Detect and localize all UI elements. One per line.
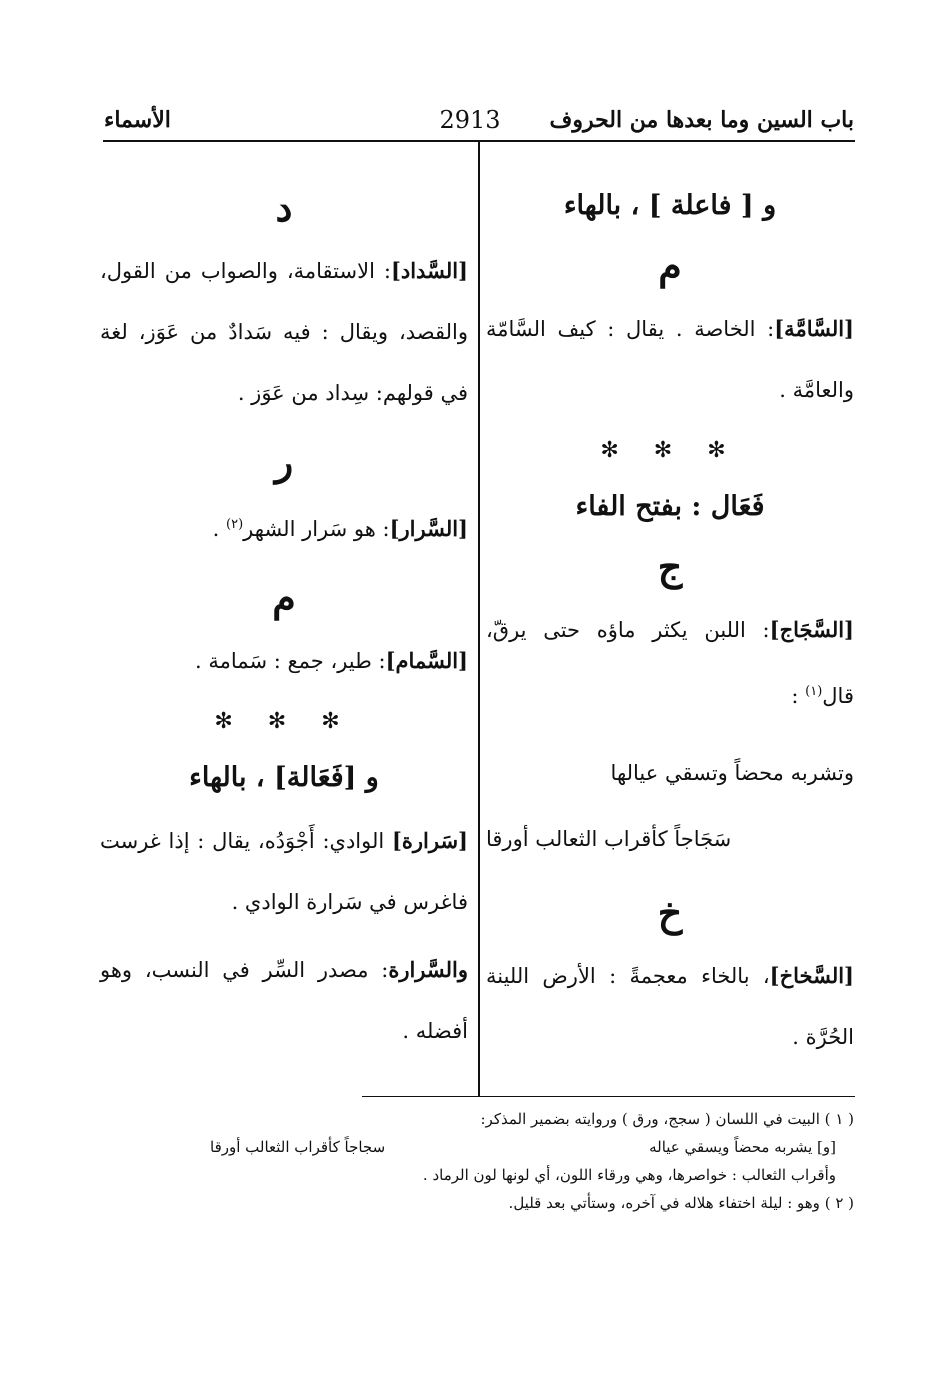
section-separator-stars: ✻ ✻ ✻ (600, 438, 740, 463)
definition: : هو سَرار الشهر (243, 517, 390, 541)
definition: : الاستقامة، والصواب من القول، والقصد، ويقال : فيه سَدادٌ من عَوَز، لغة في قولهم: سِداد من عَوَز . (100, 259, 468, 405)
footnote-2: ( ٢ ) وهو : ليلة اختفاء هلاله في آخره، وستأتي بعد قليل. (508, 1194, 854, 1212)
definition: : اللبن يكثر ماؤه حتى يرقّ، قال (486, 618, 854, 708)
headword: [السَّرار] (389, 516, 468, 541)
footnote-rule (362, 1096, 855, 1097)
definition: الوادي: أَجْوَدُه، يقال : إذا غرست فاغرس في سَرارة الوادي . (100, 829, 468, 914)
entry-sadad (100, 240, 468, 424)
section-heading-faal: فَعَال : بفتح الفاء (575, 491, 765, 522)
footnote-1-gloss: وأقراب الثعالب : خواصرها، وهي ورقاء اللون، أي لونها لون الرماد . (422, 1166, 836, 1184)
footnotes (100, 1104, 854, 1218)
entry-samam (100, 630, 468, 692)
entry-sarara (100, 810, 468, 933)
footnote-1-verse-second: سجاجاً كأقراب الثعالب أورقا (210, 1138, 386, 1156)
headword: [سَرارة] (391, 828, 468, 853)
letter-heading-mim: م (658, 243, 682, 288)
letter-heading-ra: ر (274, 439, 294, 484)
footnote-1-verse-first: [و] يشربه محضاً ويسقي عياله (649, 1138, 836, 1156)
running-head-chapter: باب السين وما بعدها من الحروف (549, 107, 854, 133)
footnote-ref-2: (٢) (226, 517, 244, 532)
headword: [السَّمام] (385, 648, 468, 673)
running-head-section: الأسماء (104, 107, 171, 133)
entry-alsarara (100, 939, 468, 1062)
letter-heading-dal: د (275, 185, 293, 230)
definition: ، بالخاء معجمةً : الأرض اللينة الحُرَّة . (486, 964, 854, 1049)
footnote-1-source: ( ١ ) البيت في اللسان ( سجج، ورق ) وروايته بضمير المذكر: (480, 1110, 854, 1128)
definition-end: . (212, 517, 227, 541)
letter-heading-mim: م (272, 575, 296, 620)
entry-samma (486, 298, 854, 421)
headword: [السَّداد] (390, 258, 468, 283)
section-heading-faala: و [فَعَالة] ، بالهاء (189, 762, 379, 793)
page-number: 2913 (439, 106, 501, 134)
entry-sajaj (486, 599, 854, 727)
headword: [السَّخاخ] (769, 963, 854, 988)
letter-heading-jim: ج (657, 544, 683, 589)
definition: : طير، جمع : سَمامة . (195, 649, 386, 673)
verse-second-hemistich: سَجَاجاً كأقراب الثعالب أورقا (486, 827, 732, 851)
right-column (486, 170, 854, 1074)
headword: [السَّجَاج] (769, 617, 854, 642)
left-column (100, 170, 468, 1068)
definition: : مصدر السِّر في النسب، وهو أفضله . (100, 958, 468, 1043)
definition: : الخاصة . يقال : كيف السَّامّة والعامَّة . (486, 317, 854, 402)
footnote-1-verse (100, 1134, 854, 1160)
letter-heading-kha: خ (657, 890, 683, 935)
column-divider (478, 142, 480, 1096)
footnote-ref-1: (١) (805, 684, 823, 699)
entry-sakhakh (486, 945, 854, 1068)
entry-sarar (100, 494, 468, 560)
section-heading-faila: و [ فاعلة ] ، بالهاء (563, 190, 777, 221)
section-separator-stars: ✻ ✻ ✻ (214, 709, 354, 734)
definition-end: : (791, 684, 806, 708)
headword: [السَّامَّة] (774, 316, 854, 341)
verse-first-hemistich: وتشربه محضاً وتسقي عيالها (610, 761, 854, 785)
headword: والسَّرارة (388, 957, 468, 982)
